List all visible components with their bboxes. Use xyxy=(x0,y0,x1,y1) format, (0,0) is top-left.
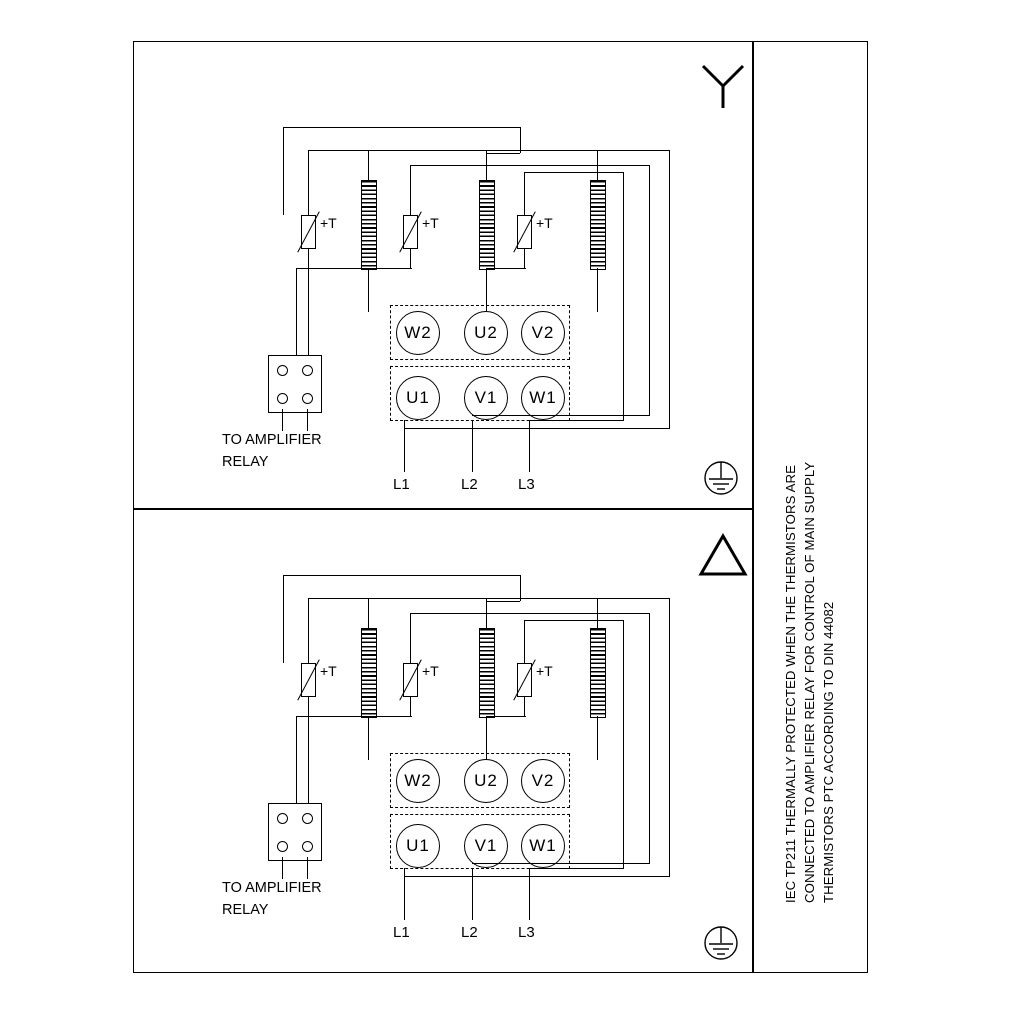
terminal-u1[interactable]: U1 xyxy=(396,824,440,868)
phase-link xyxy=(404,428,670,429)
terminal-dot xyxy=(302,841,313,852)
coil-winding-1 xyxy=(361,180,377,270)
note-line-1: IEC TP211 THERMALLY PROTECTED WHEN THE THERMISTORS ARE xyxy=(783,465,798,903)
thermistor-lead xyxy=(486,268,526,269)
amplifier-lead xyxy=(282,409,283,431)
bus-wire xyxy=(308,150,370,151)
bus-wire xyxy=(486,153,520,154)
coil-lead xyxy=(368,268,369,312)
terminal-dot xyxy=(302,813,313,824)
phase-label-l3: L3 xyxy=(518,924,535,941)
bus-wire xyxy=(524,620,525,664)
phase-label-l1: L1 xyxy=(393,476,410,493)
phase-label-l2: L2 xyxy=(461,476,478,493)
terminal-v2[interactable]: V2 xyxy=(521,759,565,803)
note-line-3: THERMISTORS PTC ACCORDING TO DIN 44082 xyxy=(821,601,836,903)
phase-link xyxy=(404,876,670,877)
coil-lead xyxy=(597,268,598,312)
bus-wire xyxy=(410,165,650,166)
thermistor-label-2: +T xyxy=(422,663,439,679)
bus-wire xyxy=(649,165,650,415)
amplifier-connection-box xyxy=(268,803,322,861)
terminal-u1[interactable]: U1 xyxy=(396,376,440,420)
earth-ground-symbol xyxy=(698,920,744,966)
wye-star-symbol xyxy=(695,60,751,116)
thermistor-lead xyxy=(296,268,412,269)
terminal-v1[interactable]: V1 xyxy=(464,376,508,420)
note-line-2: CONNECTED TO AMPLIFIER RELAY FOR CONTROL OF MAIN SUPPLY xyxy=(802,461,817,903)
bus-wire xyxy=(308,150,309,215)
thermistor-label-1: +T xyxy=(320,215,337,231)
bus-wire xyxy=(283,127,521,128)
bus-wire xyxy=(649,613,650,863)
earth-ground-symbol xyxy=(698,455,744,501)
amplifier-lead xyxy=(307,409,308,431)
thermistor-lead xyxy=(410,249,411,269)
thermistor-lead xyxy=(524,697,525,716)
thermistor-lead xyxy=(486,716,526,717)
bus-wire xyxy=(524,172,624,173)
phase-label-l2: L2 xyxy=(461,924,478,941)
coil-winding-3 xyxy=(590,180,606,270)
bus-wire xyxy=(623,620,624,868)
thermistor-lead xyxy=(296,716,297,805)
thermistor-lead xyxy=(296,268,297,357)
terminal-w1[interactable]: W1 xyxy=(521,824,565,868)
terminal-u2[interactable]: U2 xyxy=(464,759,508,803)
amplifier-label-line1: TO AMPLIFIER xyxy=(222,432,322,448)
terminal-dot xyxy=(277,393,288,404)
amplifier-label-line2: RELAY xyxy=(222,454,269,470)
terminal-dot xyxy=(302,365,313,376)
thermistor-lead xyxy=(308,697,309,805)
phase-link xyxy=(472,863,650,864)
coil-winding-1 xyxy=(361,628,377,718)
coil-winding-3 xyxy=(590,628,606,718)
phase-link xyxy=(529,420,624,421)
amplifier-label-line1: TO AMPLIFIER xyxy=(222,880,322,896)
amplifier-lead xyxy=(307,857,308,879)
bus-wire xyxy=(623,172,624,420)
bus-wire xyxy=(308,598,370,599)
thermistor-label-2: +T xyxy=(422,215,439,231)
coil-winding-2 xyxy=(479,180,495,270)
amplifier-label-line2: RELAY xyxy=(222,902,269,918)
delta-triangle-symbol xyxy=(695,530,751,580)
thermistor-lead xyxy=(308,249,309,357)
terminal-dot xyxy=(302,393,313,404)
bus-wire xyxy=(370,598,670,599)
coil-lead xyxy=(368,716,369,760)
bus-wire xyxy=(486,601,520,602)
thermistor-lead xyxy=(524,249,525,268)
terminal-dot xyxy=(277,813,288,824)
bus-wire xyxy=(283,127,284,215)
bus-wire xyxy=(283,575,284,663)
terminal-w2[interactable]: W2 xyxy=(396,311,440,355)
coil-lead xyxy=(368,150,369,182)
terminal-dot xyxy=(277,841,288,852)
phase-link xyxy=(472,415,650,416)
thermistor-label-3: +T xyxy=(536,215,553,231)
terminal-w1[interactable]: W1 xyxy=(521,376,565,420)
terminal-dot xyxy=(277,365,288,376)
phase-label-l3: L3 xyxy=(518,476,535,493)
bus-wire xyxy=(410,165,411,215)
bus-wire xyxy=(308,598,309,663)
terminal-w2[interactable]: W2 xyxy=(396,759,440,803)
thermistor-lead xyxy=(410,697,411,717)
thermistor-lead xyxy=(296,716,412,717)
bus-wire xyxy=(283,575,521,576)
coil-lead xyxy=(597,716,598,760)
bus-wire xyxy=(669,598,670,876)
bus-wire xyxy=(524,620,624,621)
bus-wire xyxy=(410,613,650,614)
amplifier-lead xyxy=(282,857,283,879)
bus-wire xyxy=(410,613,411,663)
phase-label-l1: L1 xyxy=(393,924,410,941)
bus-wire xyxy=(370,150,670,151)
thermistor-label-3: +T xyxy=(536,663,553,679)
terminal-v2[interactable]: V2 xyxy=(521,311,565,355)
phase-link xyxy=(529,868,624,869)
coil-lead xyxy=(368,598,369,630)
terminal-v1[interactable]: V1 xyxy=(464,824,508,868)
bus-wire xyxy=(524,172,525,216)
amplifier-connection-box xyxy=(268,355,322,413)
terminal-u2[interactable]: U2 xyxy=(464,311,508,355)
thermistor-label-1: +T xyxy=(320,663,337,679)
coil-winding-2 xyxy=(479,628,495,718)
bus-wire xyxy=(669,150,670,428)
